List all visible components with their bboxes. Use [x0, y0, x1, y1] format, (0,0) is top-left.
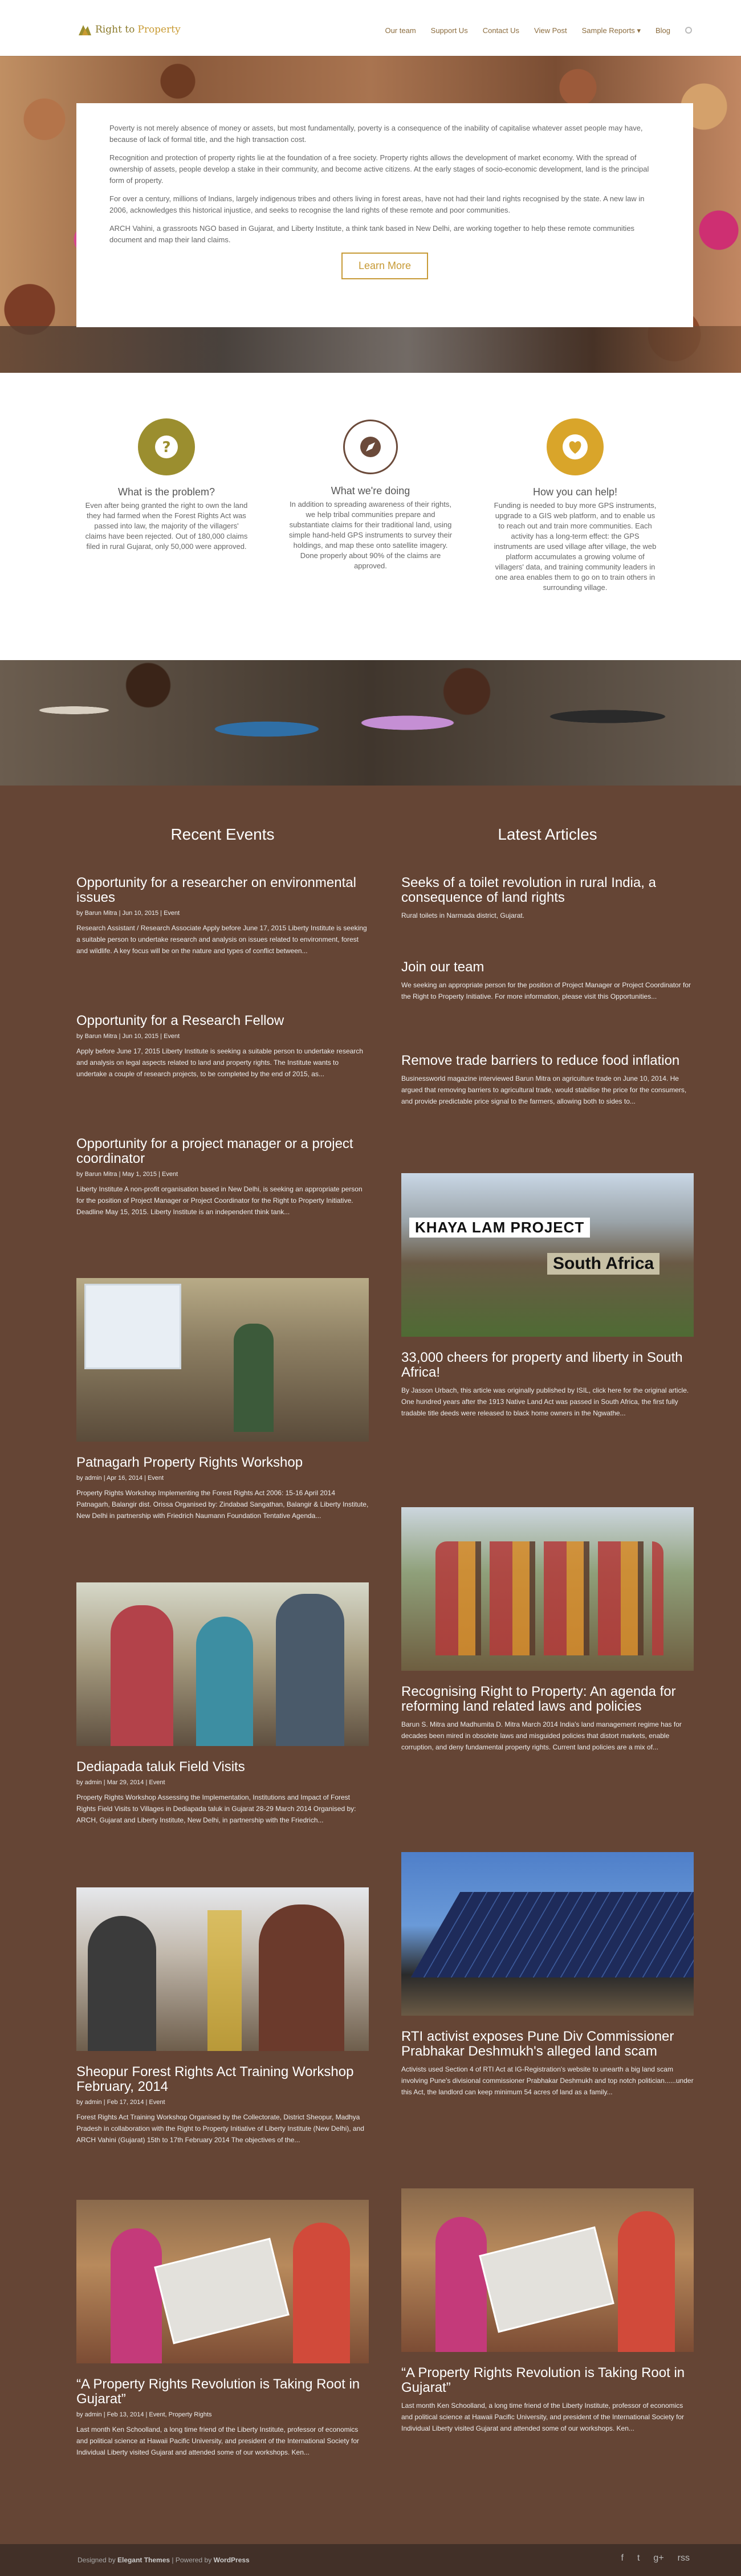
event-post: [76, 876, 369, 957]
post-meta: by admin | Feb 17, 2014 | Event: [76, 2099, 165, 2106]
post-title[interactable]: “A Property Rights Revolution is Taking Root in Gujarat”: [76, 2376, 360, 2407]
post-meta: by Barun Mitra | Jun 10, 2015 | Event: [76, 910, 180, 917]
post-excerpt: Activists used Section 4 of RTI Act at IG-Registration's website to unearth a big land scam involving Pune's divisional commissioner Prabhakar Deshmukh and top notch politician......under this Act, the landlord can keep minimum 54 acres of land as a family...: [401, 2065, 694, 2096]
heart-icon: [547, 418, 604, 475]
feature-text: In addition to spreading awareness of their rights, we help tribal communities prepare and substantiate claims for their traditional land, using simple hand-held GPS instruments to survey their holdings, and map these onto satellite imagery. Done properly about 90% of the claims are approved.: [288, 500, 453, 570]
footer-credit: [78, 2556, 250, 2564]
post-excerpt: Property Rights Workshop Assessing the Implementation, Institutions and Impact of Forest Rights Field Visits to Villages in Dediapada taluk in Gujarat 28-29 March 2014 Organised by: ARCH, Gujarat and Liberty Institute, New Delhi, in partnership with the Friedrich...: [76, 1793, 356, 1824]
credit-mid: | Powered by: [170, 2556, 214, 2564]
post-excerpt: By Jasson Urbach, this article was originally published by ISIL, click here for the original article. One hundred years after the 1913 Native Land Act was passed in South Africa, the first fully tradable title deeds were released to black home owners in the Ngwathe...: [401, 1386, 689, 1417]
event-post: [76, 1887, 369, 2146]
article-post: [401, 1053, 694, 1107]
twitter-icon[interactable]: t: [637, 2553, 640, 2563]
post-excerpt: Research Assistant / Research Associate Apply before June 17, 2015 Liberty Institute is seeking a suitable person to undertake research and analysis on issues related to environment, forest and wildlife. A key focus will be on the nature and types of conflict between...: [76, 924, 367, 955]
post-image[interactable]: [76, 1582, 369, 1746]
elegant-themes-link[interactable]: Elegant Themes: [117, 2556, 170, 2564]
post-title[interactable]: Patnagarh Property Rights Workshop: [76, 1455, 303, 1470]
posts-section: [0, 786, 741, 2576]
post-title[interactable]: Seeks of a toilet revolution in rural India, a consequence of land rights: [401, 875, 656, 905]
nav-our-team[interactable]: Our team: [385, 26, 416, 35]
recent-events-title: Recent Events: [170, 825, 275, 843]
post-excerpt: Forest Rights Act Training Workshop Organised by the Collectorate, District Sheopur, Madhya Pradesh in collaboration with the Right to Property Initiative of Liberty Institute (New Delhi), and ARCH Vahini (Gujarat) 15th to 17th February 2014 The objectives of the...: [76, 2113, 364, 2144]
nav-sample-reports[interactable]: [582, 26, 641, 35]
post-title[interactable]: Dediapada taluk Field Visits: [76, 1759, 245, 1775]
nav-support-us[interactable]: Support Us: [430, 26, 468, 35]
event-post: [76, 1278, 369, 1521]
post-title[interactable]: 33,000 cheers for property and liberty in South Africa!: [401, 1350, 683, 1380]
post-title[interactable]: Opportunity for a Research Fellow: [76, 1013, 284, 1028]
feature-title: How you can help!: [532, 486, 618, 498]
post-meta: by Barun Mitra | May 1, 2015 | Event: [76, 1171, 178, 1178]
post-title[interactable]: Opportunity for a project manager or a project coordinator: [76, 1136, 353, 1166]
post-title[interactable]: Sheopur Forest Rights Act Training Workshop February, 2014: [76, 2064, 354, 2094]
article-post: [401, 1507, 694, 1753]
hero-intro-card: [76, 103, 693, 327]
feature-help: [492, 418, 658, 593]
hero-section: [0, 56, 741, 373]
post-excerpt: Businessworld magazine interviewed Barun Mitra on agriculture trade on June 10, 2014. He argued that removing barriers to agricultural trade, would stabilise the price for the consumers, and provide predictable price signal to the farmers, allowing both to sides to...: [401, 1075, 687, 1105]
post-image[interactable]: [401, 1173, 694, 1337]
question-icon: [138, 418, 195, 475]
image-caption: South Africa: [547, 1253, 659, 1275]
post-title[interactable]: Opportunity for a researcher on environmental issues: [76, 875, 356, 905]
article-post: [401, 2188, 694, 2434]
image-caption: KHAYA LAM PROJECT: [409, 1218, 590, 1238]
nav-contact-us[interactable]: Contact Us: [482, 26, 520, 35]
post-excerpt: Liberty Institute A non-profit organisation based in New Delhi, is seeking an appropriate person for the position of Project Manager or Project Coordinator for the Right to Property Initiative. Deadline May 15, 2015. Liberty Institute is an independent think tank...: [76, 1185, 363, 1216]
facebook-icon[interactable]: f: [621, 2553, 624, 2563]
chevron-down-icon: ▾: [637, 26, 641, 35]
post-image[interactable]: [76, 1278, 369, 1442]
hero-paragraph: Recognition and protection of property rights lie at the foundation of a free society. Property rights allows the development of market economy. With the spread of ownership of assets, people develop a stake in their community, and become active citizens. At the early stages of socio-economic development, land is the principal form of property.: [109, 153, 649, 185]
event-post: [76, 1014, 369, 1080]
feature-doing: [288, 420, 453, 571]
article-post: [401, 1852, 694, 2098]
post-image[interactable]: [401, 1507, 694, 1671]
post-excerpt: Last month Ken Schoolland, a long time friend of the Liberty Institute, professor of economics and political science at Hawaii Pacific University, and president of the International Society for Individual Liberty visited Gujarat and attended some of our workshops. Ken...: [401, 2402, 685, 2432]
post-excerpt: We seeking an appropriate person for the position of Project Manager or Project Coordinator for the Right to Property Initiative. For more information, please visit this Opportunities...: [401, 981, 691, 1000]
hero-background-photo: [0, 326, 741, 373]
event-post: [76, 1137, 369, 1218]
post-excerpt: Last month Ken Schoolland, a long time friend of the Liberty Institute, professor of economics and political science at Hawaii Pacific University, and president of the International Society for Individual Liberty visited Gujarat and attended some of our workshops. Ken...: [76, 2426, 360, 2456]
nav-view-post[interactable]: View Post: [534, 26, 567, 35]
post-meta: by Barun Mitra | Jun 10, 2015 | Event: [76, 1033, 180, 1040]
post-title[interactable]: Recognising Right to Property: An agenda for reforming land related laws and policies: [401, 1684, 676, 1714]
post-image[interactable]: [76, 1887, 369, 2051]
svg-text:?: ?: [162, 439, 171, 456]
logo-text-property: Property: [137, 24, 181, 35]
event-post: [76, 2200, 369, 2458]
hero-paragraph: Poverty is not merely absence of money or assets, but most fundamentally, poverty is a consequence of the inability of capitalise whatever asset people may have, because of lack of formal title, and the high transaction cost.: [109, 124, 643, 144]
post-title[interactable]: Join our team: [401, 959, 484, 975]
post-meta: by admin | Apr 16, 2014 | Event: [76, 1475, 164, 1482]
latest-articles-title: Latest Articles: [498, 825, 597, 843]
post-title[interactable]: “A Property Rights Revolution is Taking Root in Gujarat”: [401, 2365, 685, 2395]
main-nav: [385, 26, 692, 35]
nav-sample-reports-label: Sample Reports: [581, 26, 635, 35]
post-excerpt: Barun S. Mitra and Madhumita D. Mitra March 2014 India's land management regime has for decades been mired in obsolete laws and misguided policies that distort markets, enable corruption, and deny fundamental property rights. Current land policies are a mix of...: [401, 1720, 682, 1751]
post-excerpt: Property Rights Workshop Implementing the Forest Rights Act 2006: 15-16 April 2014 Patnagarh, Balangir dist. Orissa Organised by: Zindabad Sangathan, Balangir & Liberty Institute, New Delhi in partnership with Friedrich Naumann Foundation Tentative Agenda...: [76, 1489, 369, 1520]
workshop-photo-band: [0, 660, 741, 786]
post-image[interactable]: [401, 1852, 694, 2016]
feature-title: What we're doing: [331, 485, 410, 497]
google-plus-icon[interactable]: g+: [653, 2553, 664, 2563]
rss-icon[interactable]: rss: [677, 2553, 690, 2563]
site-header: [0, 0, 741, 56]
logo-mark-icon: [78, 23, 92, 36]
feature-title: What is the problem?: [117, 486, 215, 498]
post-meta: by admin | Feb 13, 2014 | Event, Property Rights: [76, 2411, 212, 2418]
nav-blog[interactable]: Blog: [655, 26, 670, 35]
post-image[interactable]: [76, 2200, 369, 2363]
event-post: [76, 1582, 369, 1826]
hero-paragraph: ARCH Vahini, a grassroots NGO based in Gujarat, and Liberty Institute, a think tank based in New Delhi, are working together to help these remote communities document and map their land claims.: [109, 224, 635, 244]
article-post: [401, 876, 694, 921]
feature-text: Funding is needed to buy more GPS instruments, upgrade to a GIS web platform, and to enable us to reach out and train more communities. Each activity has a long-term effect: the GPS instruments are used village after village, the web platform accumulates a growing volume of villagers' data, and training community leaders in one area enables them to go on to train others in surrounding village.: [494, 501, 657, 592]
learn-more-button[interactable]: Learn More: [341, 253, 428, 279]
credit-prefix: Designed by: [78, 2556, 118, 2564]
post-title[interactable]: RTI activist exposes Pune Div Commissioner Prabhakar Deshmukh's alleged land scam: [401, 2029, 674, 2059]
article-post: [401, 960, 694, 1002]
site-logo[interactable]: [78, 23, 181, 36]
post-title[interactable]: Remove trade barriers to reduce food inflation: [401, 1053, 680, 1068]
logo-text-right-to: Right to: [95, 24, 135, 35]
compass-icon: [343, 420, 398, 474]
wordpress-link[interactable]: WordPress: [213, 2556, 250, 2564]
post-image[interactable]: [401, 2188, 694, 2352]
post-excerpt: Rural toilets in Narmada district, Gujarat.: [401, 911, 525, 919]
feature-text: Even after being granted the right to own the land they had farmed when the Forest Rights Act was passed into law, the majority of the villagers' claims have been rejected. Out of 180,000 claims filed in rural Gujarat, only 50,000 were approved.: [85, 501, 248, 551]
post-meta: by admin | Mar 29, 2014 | Event: [76, 1779, 165, 1786]
hero-paragraph: For over a century, millions of Indians, largely indigenous tribes and others living in forest areas, have not had their land rights recognised by the state. A new law in 2006, acknowledges this historical injustice, and seeks to recognise the land rights of these remote and poor communities.: [109, 194, 645, 214]
search-icon[interactable]: [685, 27, 692, 34]
site-footer: [0, 2544, 741, 2576]
article-post: [401, 1173, 694, 1419]
feature-problem: [84, 418, 249, 552]
social-links: [621, 2553, 690, 2563]
post-excerpt: Apply before June 17, 2015 Liberty Institute is seeking a suitable person to undertake research and analysis on legal aspects related to land and property rights. The Institute wants to undertake a couple of research projects, to be completed by the end of 2015, as...: [76, 1047, 363, 1078]
features-section: [0, 373, 741, 660]
